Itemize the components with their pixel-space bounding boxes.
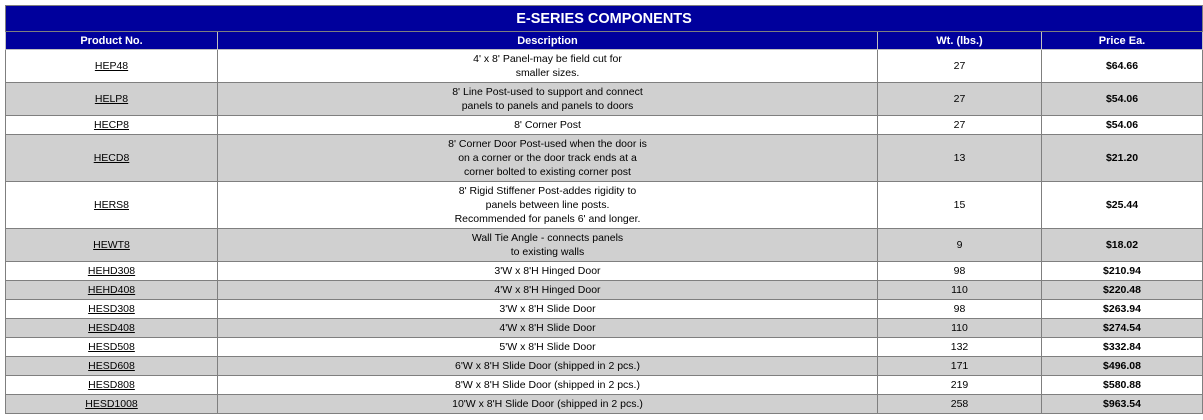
product-cell xyxy=(6,262,218,281)
table-row xyxy=(6,338,1203,357)
price-cell: $25.44 xyxy=(1042,182,1203,229)
weight-cell: 219 xyxy=(878,376,1042,395)
components-table-wrapper xyxy=(5,5,1202,414)
weight-cell: 27 xyxy=(878,116,1042,135)
table-row xyxy=(6,300,1203,319)
description-line: 8' Corner Post xyxy=(514,119,581,131)
price-cell: $18.02 xyxy=(1042,229,1203,262)
product-link[interactable]: HERS8 xyxy=(93,199,129,211)
description-line: 4'W x 8'H Hinged Door xyxy=(494,284,601,296)
price-cell: $64.66 xyxy=(1042,50,1203,83)
table-row xyxy=(6,262,1203,281)
price-cell: $580.88 xyxy=(1042,376,1203,395)
description-line: panels to panels and panels to doors xyxy=(461,100,634,112)
column-header-product: Product No. xyxy=(6,32,218,50)
description-cell xyxy=(218,50,878,83)
weight-cell: 27 xyxy=(878,50,1042,83)
table-header-row xyxy=(6,32,1203,50)
weight-cell: 258 xyxy=(878,395,1042,414)
description-cell xyxy=(218,395,878,414)
weight-cell: 9 xyxy=(878,229,1042,262)
product-cell xyxy=(6,50,218,83)
description-line: Recommended for panels 6' and longer. xyxy=(454,213,641,225)
product-link[interactable]: HEWT8 xyxy=(93,239,130,251)
table-body xyxy=(6,50,1203,414)
product-cell xyxy=(6,116,218,135)
price-cell: $210.94 xyxy=(1042,262,1203,281)
components-table xyxy=(5,5,1203,414)
table-row xyxy=(6,83,1203,116)
description-line: 3'W x 8'H Hinged Door xyxy=(494,265,601,277)
weight-cell: 110 xyxy=(878,281,1042,300)
price-cell: $274.54 xyxy=(1042,319,1203,338)
table-title-row xyxy=(6,6,1203,32)
price-cell: $332.84 xyxy=(1042,338,1203,357)
price-cell: $496.08 xyxy=(1042,357,1203,376)
description-line: 8' Line Post-used to support and connect xyxy=(452,86,643,98)
description-cell xyxy=(218,281,878,300)
product-link[interactable]: HESD508 xyxy=(88,341,135,353)
description-line: 6'W x 8'H Slide Door (shipped in 2 pcs.) xyxy=(455,360,640,372)
weight-cell: 132 xyxy=(878,338,1042,357)
description-line: 5'W x 8'H Slide Door xyxy=(499,341,596,353)
product-link[interactable]: HESD408 xyxy=(88,322,135,334)
price-cell: $220.48 xyxy=(1042,281,1203,300)
product-cell xyxy=(6,376,218,395)
table-row xyxy=(6,395,1203,414)
table-row xyxy=(6,319,1203,338)
product-link[interactable]: HESD608 xyxy=(88,360,135,372)
description-line: 8'W x 8'H Slide Door (shipped in 2 pcs.) xyxy=(455,379,640,391)
product-cell xyxy=(6,229,218,262)
table-row xyxy=(6,376,1203,395)
product-cell xyxy=(6,281,218,300)
column-header-price: Price Ea. xyxy=(1042,32,1203,50)
price-cell: $263.94 xyxy=(1042,300,1203,319)
description-line: on a corner or the door track ends at a xyxy=(458,152,637,164)
table-title: E-SERIES COMPONENTS xyxy=(6,6,1203,32)
description-cell xyxy=(218,262,878,281)
table-row xyxy=(6,135,1203,182)
description-line: panels between line posts. xyxy=(485,199,610,211)
price-cell: $21.20 xyxy=(1042,135,1203,182)
weight-cell: 15 xyxy=(878,182,1042,229)
description-cell xyxy=(218,357,878,376)
product-cell xyxy=(6,83,218,116)
product-cell xyxy=(6,357,218,376)
product-cell xyxy=(6,135,218,182)
description-cell xyxy=(218,135,878,182)
weight-cell: 27 xyxy=(878,83,1042,116)
product-link[interactable]: HESD308 xyxy=(88,303,135,315)
table-row xyxy=(6,281,1203,300)
description-cell xyxy=(218,83,878,116)
table-row xyxy=(6,229,1203,262)
product-link[interactable]: HESD1008 xyxy=(85,398,138,410)
description-line: 10'W x 8'H Slide Door (shipped in 2 pcs.) xyxy=(452,398,643,410)
table-row xyxy=(6,50,1203,83)
column-header-weight: Wt. (lbs.) xyxy=(878,32,1042,50)
weight-cell: 110 xyxy=(878,319,1042,338)
product-link[interactable]: HELP8 xyxy=(94,93,129,105)
weight-cell: 98 xyxy=(878,300,1042,319)
column-header-description: Description xyxy=(218,32,878,50)
description-line: 8' Corner Door Post-used when the door is xyxy=(448,138,647,150)
description-line: 4' x 8' Panel-may be field cut for xyxy=(473,53,622,65)
description-line: 4'W x 8'H Slide Door xyxy=(499,322,596,334)
description-cell xyxy=(218,300,878,319)
product-cell xyxy=(6,338,218,357)
description-line: smaller sizes. xyxy=(515,67,580,79)
product-cell xyxy=(6,182,218,229)
description-cell xyxy=(218,116,878,135)
price-cell: $54.06 xyxy=(1042,116,1203,135)
product-cell xyxy=(6,395,218,414)
price-cell: $963.54 xyxy=(1042,395,1203,414)
description-line: to existing walls xyxy=(510,246,585,258)
description-cell xyxy=(218,338,878,357)
table-row xyxy=(6,182,1203,229)
description-line: corner bolted to existing corner post xyxy=(464,166,631,178)
weight-cell: 98 xyxy=(878,262,1042,281)
weight-cell: 13 xyxy=(878,135,1042,182)
description-line: Wall Tie Angle - connects panels xyxy=(471,232,624,244)
table-row xyxy=(6,116,1203,135)
description-cell xyxy=(218,376,878,395)
product-link[interactable]: HECD8 xyxy=(93,152,130,164)
description-line: 3'W x 8'H Slide Door xyxy=(499,303,596,315)
table-row xyxy=(6,357,1203,376)
product-link[interactable]: HEP48 xyxy=(94,60,129,72)
product-link[interactable]: HEHD308 xyxy=(87,265,136,277)
product-cell xyxy=(6,300,218,319)
product-link[interactable]: HESD808 xyxy=(88,379,135,391)
description-cell xyxy=(218,229,878,262)
product-link[interactable]: HECP8 xyxy=(93,119,129,131)
description-cell xyxy=(218,319,878,338)
weight-cell: 171 xyxy=(878,357,1042,376)
description-cell xyxy=(218,182,878,229)
price-cell: $54.06 xyxy=(1042,83,1203,116)
description-line: 8' Rigid Stiffener Post-addes rigidity to xyxy=(458,185,637,197)
product-cell xyxy=(6,319,218,338)
product-link[interactable]: HEHD408 xyxy=(87,284,136,296)
